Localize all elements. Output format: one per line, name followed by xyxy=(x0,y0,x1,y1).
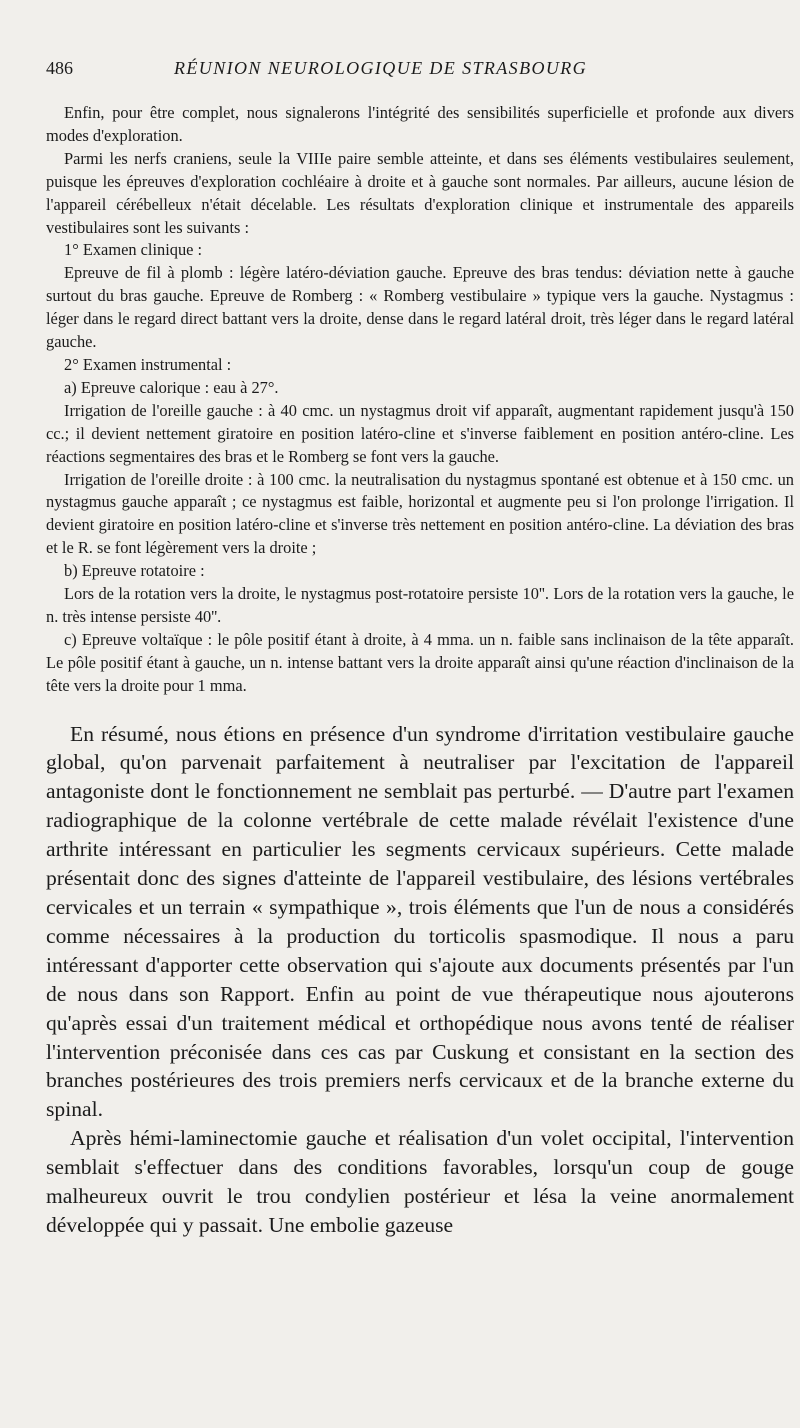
main-text-section xyxy=(46,720,794,1240)
paragraph: Epreuve de fil à plomb : légère latéro-déviation gauche. Epreuve des bras tendus: déviation nette à gauche surtout du bras gauche. Epreuve de Romberg : « Romberg vestibulaire » typique vers la gauche. Nystagmus : léger dans le regard direct battant vers la droite, dense dans le regard latéral droit, très léger dans le regard latéral gauche. xyxy=(46,263,794,352)
paragraph: c) Epreuve voltaïque : le pôle positif étant à droite, à 4 mma. un n. faible sans inclinaison de la tête apparaît. Le pôle positif étant à gauche, un n. intense battant vers la droite apparaît ainsi qu'une réaction d'inclinaison de la tête vers la droite pour 1 mma. xyxy=(46,629,794,695)
paragraph: 1° Examen clinique : xyxy=(64,240,203,260)
paragraph: Irrigation de l'oreille droite : à 100 cmc. la neutralisation du nystagmus spontané est obtenue et à 150 cmc. un nystagmus gauche apparaît ; ce nystagmus est faible, horizontal et augmente peu si l'on prolonge l'irrigation. Il devient giratoire en position latéro-cline et s'inverse très nettement en position antéro-cline. La déviation des bras et le R. se font légèrement vers la droite ; xyxy=(46,469,794,558)
paragraph: Lors de la rotation vers la droite, le nystagmus post-rotatoire persiste 10''. Lors de la rotation vers la gauche, le n. très intense persiste 40''. xyxy=(46,584,794,626)
paragraph: Irrigation de l'oreille gauche : à 40 cmc. un nystagmus droit vif apparaît, augmentant rapidement jusqu'à 150 cc.; il devient nettement giratoire en position latéro-cline et s'inverse faiblement en position antéro-cline. Les réactions segmentaires des bras et le Romberg se font vers la gauche. xyxy=(46,400,794,466)
paragraph: 2° Examen instrumental : xyxy=(64,354,232,374)
page-header xyxy=(46,58,794,92)
page xyxy=(46,58,794,1240)
page-number: 486 xyxy=(46,58,73,78)
paragraph: a) Epreuve calorique : eau à 27°. xyxy=(64,377,279,397)
paragraph: Parmi les nerfs craniens, seule la VIIIe paire semble atteinte, et dans ses éléments vestibulaires seulement, puisque les épreuves d'exploration cochléaire à droite et à gauche sont normales. Par ailleurs, aucune lésion de l'appareil cérébelleux n'était décelable. Les résultats d'exploration clinique et instrumentale des appareils vestibulaires sont les suivants : xyxy=(46,148,794,237)
small-print-section xyxy=(46,102,794,698)
summary-paragraph: En résumé, nous étions en présence d'un syndrome d'irritation vestibulaire gauche global, qu'on parvenait parfaitement à neutraliser par l'excitation de l'appareil antagoniste dont le fonctionnement ne semblait pas perturbé. — D'autre part l'examen radiographique de la colonne vertébrale de cette malade révélait l'existence d'une arthrite intéressant en particulier les segments cervicaux supérieurs. Cette malade présentait donc des signes d'atteinte de l'appareil vestibulaire, des lésions vertébrales cervicales et un terrain « sympathique », trois éléments que l'un de nous a considérés comme nécessaires à la production du torticolis spasmodique. Il nous a paru intéressant d'apporter cette observation qui s'ajoute aux documents présentés par l'un de nous dans son Rapport. Enfin au point de vue thérapeutique nous ajouterons qu'après essai d'un traitement médical et orthopédique nous avons tenté de réaliser l'intervention préconisée dans ces cas par Cuskung et consistant en la section des branches postérieures des trois premiers nerfs cervicaux et de la branche externe du spinal. xyxy=(46,721,794,1122)
paragraph: b) Epreuve rotatoire : xyxy=(64,561,205,581)
paragraph: Après hémi-laminectomie gauche et réalisation d'un volet occipital, l'intervention semblait s'effectuer dans des conditions favorables, lorsqu'un coup de gouge malheureux ouvrit le trou condylien postérieur et lésa la veine anormalement développée qui y passait. Une embolie gazeuse xyxy=(46,1126,794,1237)
paragraph: Enfin, pour être complet, nous signalerons l'intégrité des sensibilités superficielle et profonde aux divers modes d'exploration. xyxy=(46,103,794,145)
running-title: RÉUNION NEUROLOGIQUE DE STRASBOURG xyxy=(174,58,588,78)
